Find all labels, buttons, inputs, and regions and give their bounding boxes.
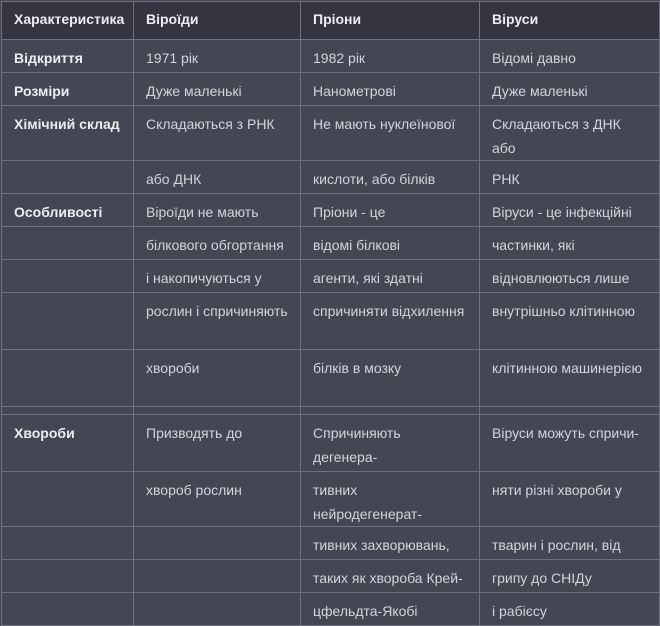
table-cell: цфельдта-Якобі (301, 593, 480, 626)
table-row (2, 415, 660, 472)
table-cell: няти різні хвороби у (480, 472, 660, 527)
table-cell: 1982 рік (301, 40, 480, 73)
table-cell: Віруси можуть спричи- (480, 415, 660, 472)
table-cell: Не мають нуклеїнової (301, 106, 480, 161)
row-label (2, 593, 134, 626)
table-cell (134, 527, 301, 560)
table-cell: рослин і спричиняють (134, 293, 301, 350)
row-label (2, 260, 134, 293)
table-row (2, 527, 660, 560)
table-cell: Спричиняють дегенера- (301, 415, 480, 472)
table-cell: і накопичуються у (134, 260, 301, 293)
table-cell: білкового обгортання (134, 227, 301, 260)
row-label (2, 350, 134, 407)
table-cell (480, 407, 660, 415)
table-cell: 1971 рік (134, 40, 301, 73)
table-row (2, 560, 660, 593)
row-label: Розміри (2, 73, 134, 106)
table-cell: Складаються з РНК (134, 106, 301, 161)
table-row (2, 194, 660, 227)
row-label (2, 407, 134, 415)
header-viroids: Віроїди (134, 2, 301, 40)
table-cell (134, 593, 301, 626)
table-row (2, 40, 660, 73)
table-cell: частинки, які (480, 227, 660, 260)
table-cell: тварин і рослин, від (480, 527, 660, 560)
table-cell: тивних нейродегенерат- (301, 472, 480, 527)
table-cell (134, 407, 301, 415)
row-label: Відкриття (2, 40, 134, 73)
row-label (2, 227, 134, 260)
table-cell: Призводять до (134, 415, 301, 472)
row-label: Хвороби (2, 415, 134, 472)
table-row (2, 350, 660, 407)
row-label (2, 472, 134, 527)
table-row (2, 73, 660, 106)
table-cell: білків в мозку (301, 350, 480, 407)
table-cell: агенти, які здатні (301, 260, 480, 293)
table-cell: Дуже маленькі (134, 73, 301, 106)
table-row (2, 260, 660, 293)
table-row (2, 407, 660, 415)
table-cell: відомі білкові (301, 227, 480, 260)
table-cell: спричиняти відхилення (301, 293, 480, 350)
header-row (2, 2, 660, 40)
row-label (2, 161, 134, 194)
table-cell: Віруси - це інфекційні (480, 194, 660, 227)
table-row (2, 106, 660, 161)
table-cell: таких як хвороба Крей- (301, 560, 480, 593)
table-row (2, 227, 660, 260)
header-prions: Пріони (301, 2, 480, 40)
header-characteristic: Характеристика (2, 2, 134, 40)
table-cell: грипу до СНІДу (480, 560, 660, 593)
table-cell: Складаються з ДНК або (480, 106, 660, 161)
table-cell: клітинною машинерією (480, 350, 660, 407)
table-row (2, 161, 660, 194)
table-cell: і рабієсу (480, 593, 660, 626)
table-cell: Віроїди не мають (134, 194, 301, 227)
table-header (2, 2, 660, 40)
row-label (2, 293, 134, 350)
table-cell: відновлюються лише (480, 260, 660, 293)
row-label (2, 560, 134, 593)
table-cell: або ДНК (134, 161, 301, 194)
comparison-table (1, 1, 660, 626)
row-label: Хімічний склад (2, 106, 134, 161)
table-cell: Нанометрові (301, 73, 480, 106)
table-cell: тивних захворювань, (301, 527, 480, 560)
table-row (2, 472, 660, 527)
table-cell: хвороби (134, 350, 301, 407)
table-cell (134, 560, 301, 593)
table-cell: Дуже маленькі (480, 73, 660, 106)
table-cell: Відомі давно (480, 40, 660, 73)
table-row (2, 593, 660, 626)
header-viruses: Віруси (480, 2, 660, 40)
row-label: Особливості (2, 194, 134, 227)
table-cell: хвороб рослин (134, 472, 301, 527)
table-cell: РНК (480, 161, 660, 194)
table-cell: Пріони - це (301, 194, 480, 227)
table-row (2, 293, 660, 350)
table-body (2, 40, 660, 626)
table-cell: внутрішньо клітинною (480, 293, 660, 350)
row-label (2, 527, 134, 560)
table-cell (301, 407, 480, 415)
table-cell: кислоти, або білків (301, 161, 480, 194)
